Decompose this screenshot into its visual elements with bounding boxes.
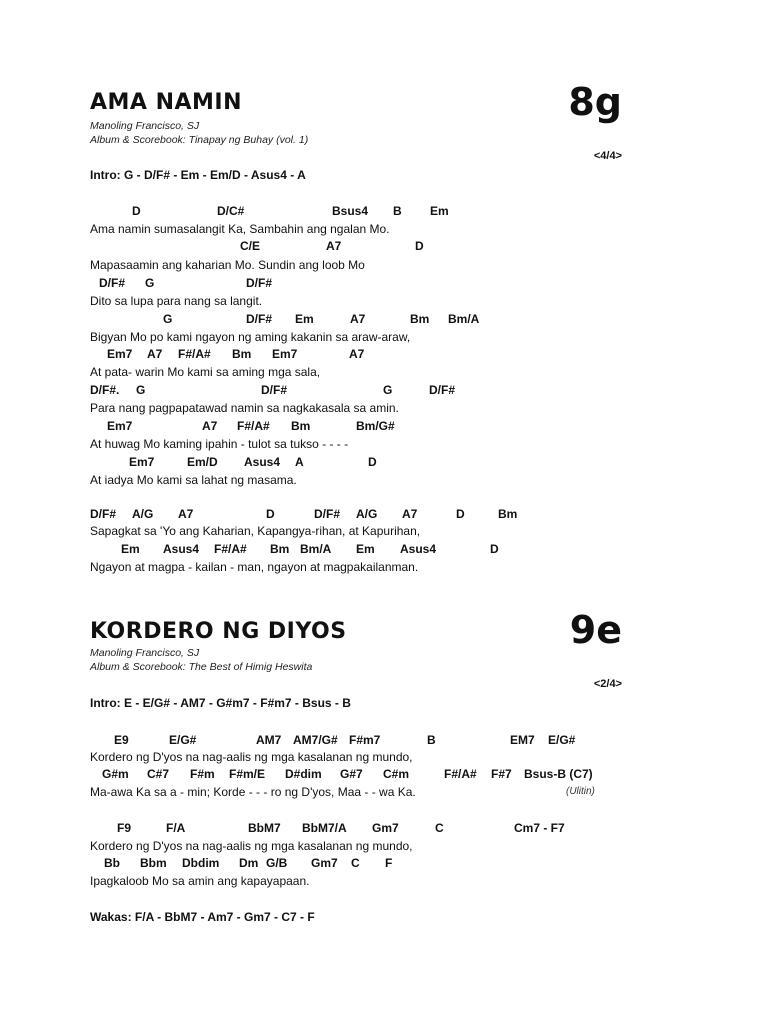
lyric: Mapasaamin ang kaharian Mo. Sundin ang loob Mo (90, 258, 365, 272)
chord: F#/A# (178, 347, 211, 361)
chord: Bm (291, 419, 311, 433)
chord: Bbm (140, 856, 167, 870)
chord: D/F# (246, 276, 273, 290)
chord: Em (121, 542, 140, 556)
chord: Bm/G# (356, 419, 395, 433)
chord: E/G# (169, 733, 197, 747)
chord: Bm (498, 507, 518, 521)
chord: Dbdim (182, 856, 220, 870)
chord: Em7 (107, 347, 133, 361)
chord: F#m7 (349, 733, 381, 747)
chord: D/F#. (90, 383, 120, 397)
chord: A7 (202, 419, 218, 433)
chord: D (132, 204, 141, 218)
chord: F#m/E (229, 767, 266, 781)
chord: F#m (190, 767, 215, 781)
chord: A7 (178, 507, 194, 521)
chord: AM7/G# (293, 733, 338, 747)
chord: G/B (266, 856, 288, 870)
chord: A/G (132, 507, 154, 521)
chord: B (393, 204, 402, 218)
chord: F#/A# (214, 542, 247, 556)
chord: Em/D (187, 455, 218, 469)
chord: D/F# (246, 312, 273, 326)
chord: A7 (326, 239, 342, 253)
chord: D/F# (429, 383, 456, 397)
chord: Bm/A (300, 542, 332, 556)
chord: Bb (104, 856, 120, 870)
lyric: Para nang pagpapatawad namin sa nagkakasala sa amin. (90, 401, 399, 415)
lyric: Ma-awa Ka sa a - min; Korde - - - ro ng D'yos, Maa - - wa Ka. (90, 785, 416, 799)
lyric: At pata- warin Mo kami sa aming mga sala, (90, 365, 321, 379)
chord: D/F# (90, 507, 117, 521)
lyric: Ama namin sumasalangit Ka, Sambahin ang ngalan Mo. (90, 222, 390, 236)
chord: G (163, 312, 173, 326)
chord: D#dim (285, 767, 322, 781)
chord: D (368, 455, 377, 469)
chord: A (295, 455, 304, 469)
song-number: 8g (568, 80, 622, 124)
chord: D (266, 507, 275, 521)
chord: C (435, 821, 444, 835)
chord: EM7 (510, 733, 535, 747)
chord: A7 (147, 347, 163, 361)
chord: D/F# (99, 276, 126, 290)
chord: F/A (166, 821, 186, 835)
chord: Asus4 (400, 542, 437, 556)
chord: A/G (356, 507, 378, 521)
chord: C/E (240, 239, 261, 253)
chord: F9 (117, 821, 132, 835)
chord: Em (295, 312, 314, 326)
chord: F#/A# (444, 767, 477, 781)
chord: G (145, 276, 155, 290)
chord: E/G# (548, 733, 576, 747)
lyric: Sapagkat sa 'Yo ang Kaharian, Kapangya-rihan, at Kapurihan, (90, 524, 421, 538)
song-title: AMA NAMIN (90, 90, 243, 115)
lyric: Kordero ng D'yos na nag-aalis ng mga kasalanan ng mundo, (90, 750, 413, 764)
chord: G#7 (340, 767, 363, 781)
intro: Intro: G - D/F# - Em - Em/D - Asus4 - A (90, 168, 306, 182)
chord: D (490, 542, 499, 556)
chord: A7 (349, 347, 365, 361)
chord: D (415, 239, 424, 253)
chord: Em7 (107, 419, 133, 433)
chord: A7 (402, 507, 418, 521)
chord: C#7 (147, 767, 170, 781)
chord: F#7 (491, 767, 512, 781)
album: Album & Scorebook: Tinapay ng Buhay (vol. 1) (90, 134, 309, 146)
chord: Gm7 (311, 856, 338, 870)
chord: Gm7 (372, 821, 399, 835)
chord: Bsus4 (332, 204, 369, 218)
chord: Bm (410, 312, 430, 326)
chord: F#/A# (237, 419, 270, 433)
lyric: Kordero ng D'yos na nag-aalis ng mga kasalanan ng mundo, (90, 839, 413, 853)
outro: Wakas: F/A - BbM7 - Am7 - Gm7 - C7 - F (90, 910, 315, 924)
chord: E9 (114, 733, 129, 747)
repeat-note: (Ulitin) (566, 786, 595, 797)
song-title: KORDERO NG DIYOS (90, 619, 347, 644)
lyric: Ngayon at magpa - kailan - man, ngayon at magpakailanman. (90, 560, 419, 574)
chord: BbM7/A (302, 821, 347, 835)
chord: G (136, 383, 146, 397)
chord: Em (430, 204, 449, 218)
album: Album & Scorebook: The Best of Himig Heswita (90, 661, 313, 673)
chord: Bm (270, 542, 290, 556)
chord: Asus4 (163, 542, 200, 556)
lyric: At iadya Mo kami sa lahat ng masama. (90, 473, 297, 487)
lyric: Ipagkaloob Mo sa amin ang kapayapaan. (90, 874, 310, 888)
song-number: 9e (569, 608, 622, 652)
chord: A7 (350, 312, 366, 326)
chord: C#m (383, 767, 410, 781)
chord: Em7 (272, 347, 298, 361)
chord: D/F# (261, 383, 288, 397)
chord: BbM7 (248, 821, 281, 835)
chord: Bm/A (448, 312, 480, 326)
chord: Em7 (129, 455, 155, 469)
intro: Intro: E - E/G# - AM7 - G#m7 - F#m7 - Bsus - B (90, 696, 351, 710)
chord: D (456, 507, 465, 521)
lyric: Bigyan Mo po kami ngayon ng aming kakanin sa araw-araw, (90, 330, 411, 344)
lyric: Dito sa lupa para nang sa langit. (90, 294, 263, 308)
chord: AM7 (256, 733, 282, 747)
chord: Em (356, 542, 375, 556)
time-signature: <4/4> (593, 150, 622, 162)
chord: Dm (239, 856, 259, 870)
chord: B (427, 733, 436, 747)
chord: F (385, 856, 393, 870)
time-signature: <2/4> (593, 678, 622, 690)
chord: Bm (232, 347, 252, 361)
chord: Bsus-B (C7) (524, 767, 593, 781)
chord: D/C# (217, 204, 245, 218)
chord: Asus4 (244, 455, 281, 469)
chord: D/F# (314, 507, 341, 521)
chord: G (383, 383, 393, 397)
composer: Manoling Francisco, SJ (90, 647, 200, 659)
chord: Cm7 - F7 (514, 821, 565, 835)
composer: Manoling Francisco, SJ (90, 120, 200, 132)
lyric: At huwag Mo kaming ipahin - tulot sa tukso - - - - (90, 437, 349, 451)
chord: G#m (102, 767, 129, 781)
chord: C (351, 856, 360, 870)
